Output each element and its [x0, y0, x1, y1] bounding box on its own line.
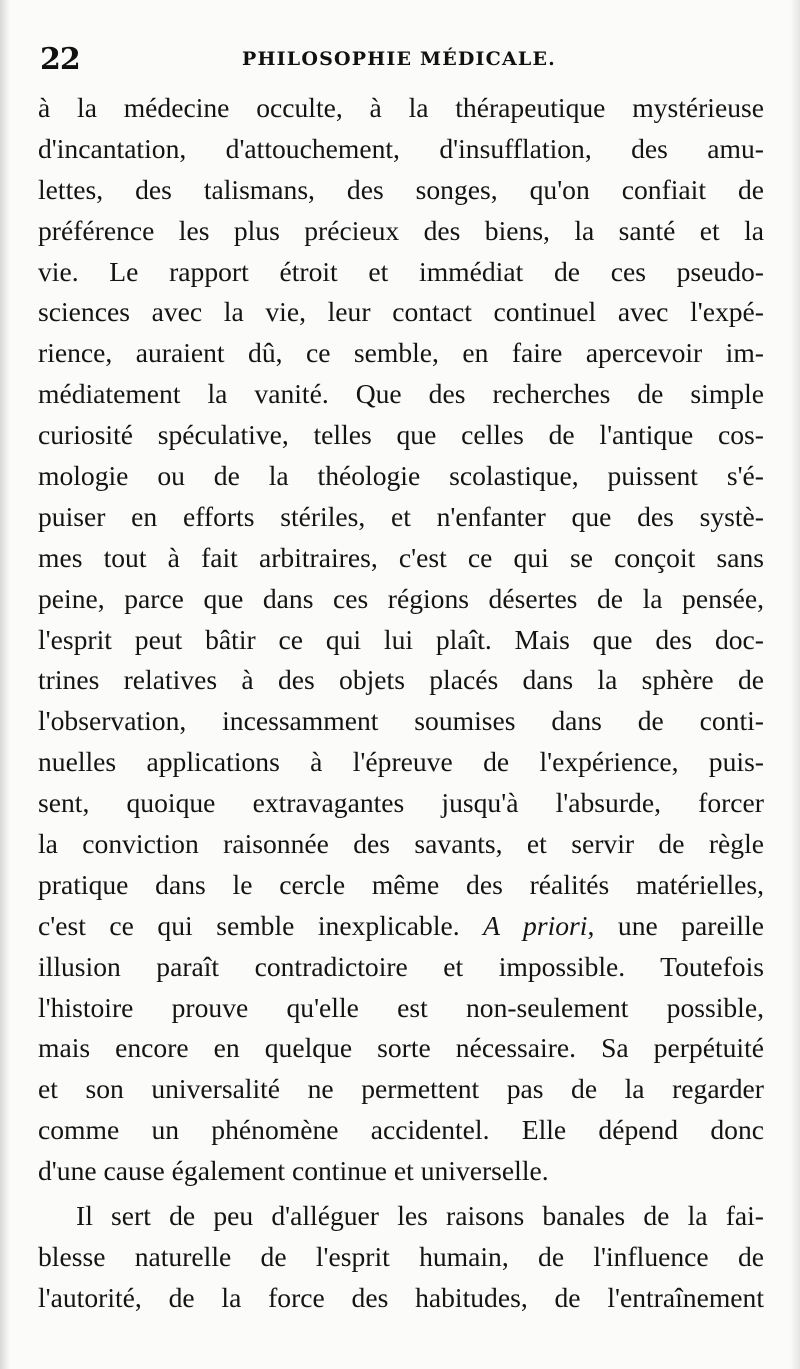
text-line: l'histoire prouve qu'elle est non-seulement possible, [38, 991, 764, 1023]
text-line: lettes, des talismans, des songes, qu'on confiait de [38, 173, 764, 205]
text-line: mes tout à fait arbitraires, c'est ce qui se conçoit sans [38, 541, 764, 573]
text-line-with-italic [38, 906, 764, 947]
text-line: curiosité spéculative, telles que celles de l'antique cos- [38, 419, 764, 451]
text-line: mais encore en quelque sorte nécessaire. Sa perpétuité [38, 1032, 764, 1064]
text-line: médiatement la vanité. Que des recherches de simple [38, 378, 764, 410]
text-line: à la médecine occulte, à la thérapeutique mystérieuse [38, 92, 764, 123]
text-line: d'une cause également continue et universelle. [38, 1155, 549, 1187]
text-line: rience, auraient dû, ce semble, en faire apercevoir im- [38, 337, 764, 369]
page-edge-shadow [790, 0, 800, 1369]
text-line: et son universalité ne permettent pas de la regarder [38, 1073, 764, 1105]
body-text [38, 88, 764, 1319]
text-line: comme un phénomène accidentel. Elle dépend donc [38, 1114, 764, 1146]
text-line: illusion paraît contradictoire et impossible. Toutefois [38, 950, 764, 982]
page-number: 22 [40, 42, 80, 77]
text-line: sciences avec la vie, leur contact continuel avec l'expé- [38, 296, 764, 328]
text-line: nuelles applications à l'épreuve de l'expérience, puis- [38, 746, 764, 778]
page-header [38, 40, 760, 80]
italic-phrase: A priori [483, 909, 588, 941]
text-line: l'esprit peut bâtir ce qui lui plaît. Mais que des doc- [38, 623, 764, 655]
text-line: vie. Le rapport étroit et immédiat de ces pseudo- [38, 255, 764, 287]
text-line: l'autorité, de la force des habitudes, de l'entraînement [38, 1281, 764, 1313]
text-line: préférence les plus précieux des biens, la santé et la [38, 214, 764, 246]
text-line: peine, parce que dans ces régions désertes de la pensée, [38, 582, 764, 614]
text-segment: , une pareille [587, 909, 764, 941]
text-line: pratique dans le cercle même des réalités matérielles, [38, 868, 764, 900]
text-line: la conviction raisonnée des savants, et servir de règle [38, 828, 764, 860]
text-line: blesse naturelle de l'esprit humain, de l'influence de [38, 1240, 764, 1272]
text-line: trines relatives à des objets placés dans la sphère de [38, 664, 764, 696]
text-line: puiser en efforts stériles, et n'enfanter que des systè- [38, 500, 764, 532]
text-line: d'incantation, d'attouchement, d'insufflation, des amu- [38, 132, 764, 164]
text-line: sent, quoique extravagantes jusqu'à l'absurde, forcer [38, 787, 764, 819]
paragraph-1 [38, 88, 764, 1192]
text-line: l'observation, incessamment soumises dans de conti- [38, 705, 764, 737]
paragraph-2 [38, 1196, 764, 1319]
text-line: Il sert de peu d'alléguer les raisons banales de la fai- [76, 1200, 764, 1232]
text-line: mologie ou de la théologie scolastique, puissent s'é- [38, 460, 764, 492]
running-title: PHILOSOPHIE MÉDICALE. [242, 48, 556, 70]
text-segment: c'est ce qui semble inexplicable. [38, 909, 484, 941]
page-gutter-shadow [0, 0, 10, 1369]
